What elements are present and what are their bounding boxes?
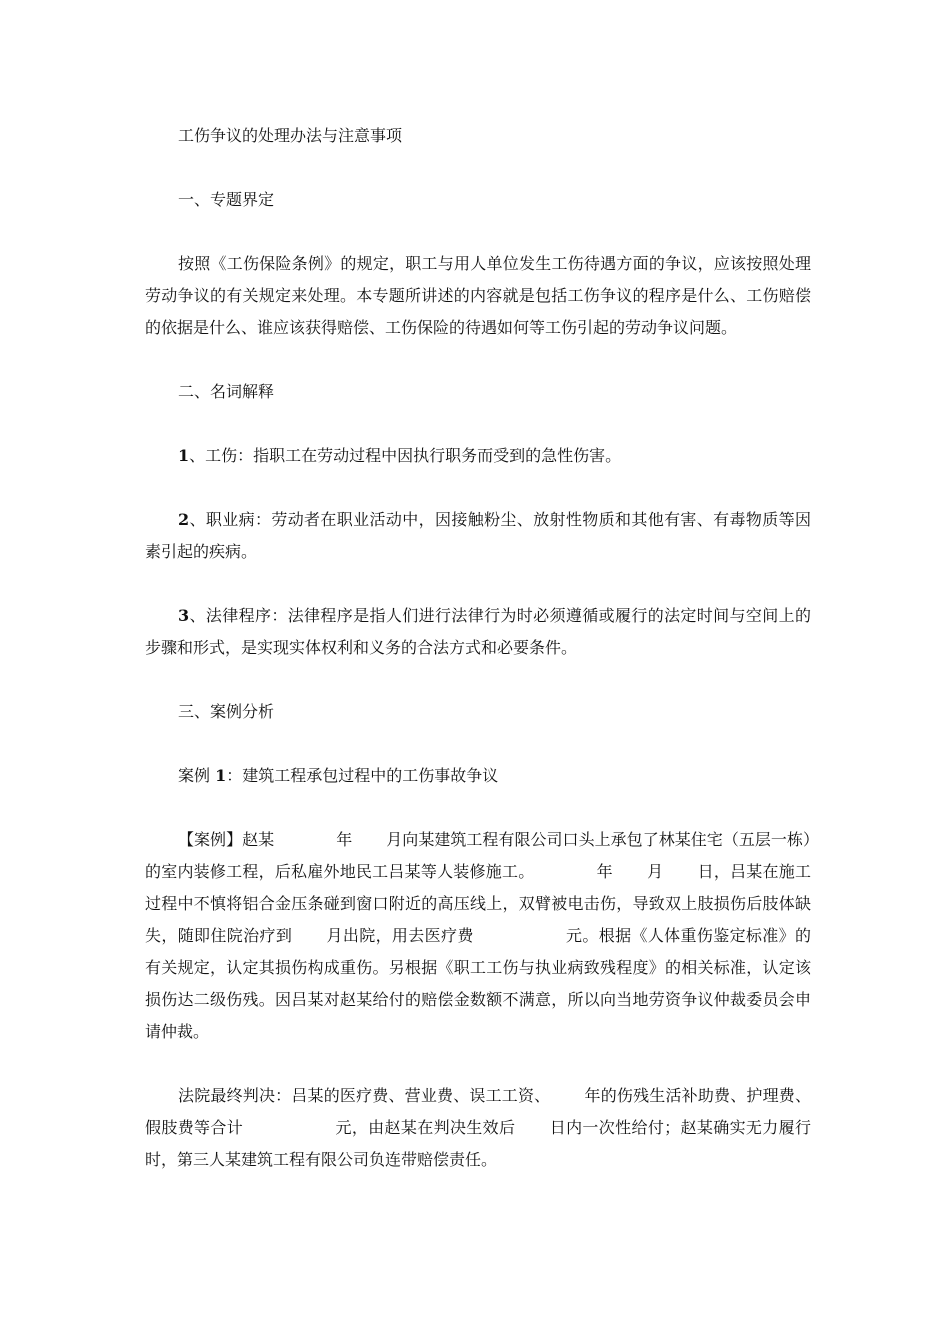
case-paragraph: [145, 824, 811, 1048]
case-text: 月出院，用去医疗费: [326, 926, 474, 945]
case-text: 年: [336, 830, 353, 849]
section-heading-terms: 二、名词解释: [178, 382, 275, 401]
term-item: [145, 440, 811, 472]
term-number: 2: [178, 510, 190, 529]
case-title-number: 1: [215, 766, 227, 785]
verdict-text: 法院最终判决：吕某的医疗费、营业费、误工工资、: [178, 1086, 551, 1105]
case-text: 元。根据《人体重伤鉴定标准》的有关规定，认定其损伤构成重伤。另根据《职工工伤与执业病致残程度》的相关标准，认定该损伤达二级伤残。因吕某对赵某给付的赔偿金数额不满意，所以向当地劳资争议仲裁委员会申请仲裁。: [145, 926, 811, 1041]
term-item: [145, 504, 811, 568]
verdict-text: 日内一次性给付；赵某确实无力履行时，第三人某建筑工程有限公司负连带赔偿责任。: [145, 1118, 811, 1169]
document-page: [145, 120, 811, 1176]
section-heading-definition: 一、专题界定: [178, 190, 275, 209]
term-text: 、职业病：劳动者在职业活动中，因接触粉尘、放射性物质和其他有害、有毒物质等因素引起的疾病。: [145, 510, 811, 561]
case-text: 【案例】赵某: [178, 830, 275, 849]
case-title: [145, 760, 811, 792]
term-item: [145, 600, 811, 664]
definition-paragraph: 按照《工伤保险条例》的规定，职工与用人单位发生工伤待遇方面的争议，应该按照处理劳动争议的有关规定来处理。本专题所讲述的内容就是包括工伤争议的程序是什么、工伤赔偿的依据是什么、谁应该获得赔偿、工伤保险的待遇如何等工伤引起的劳动争议问题。: [145, 254, 811, 337]
section-heading-cases: 三、案例分析: [178, 702, 275, 721]
term-number: 1: [178, 446, 190, 465]
case-title-suffix: ：建筑工程承包过程中的工伤事故争议: [226, 766, 499, 785]
verdict-text: 年的伤残生活补助费、护理费、假肢费等合计: [145, 1086, 811, 1137]
document-title: 工伤争议的处理办法与注意事项: [178, 126, 403, 145]
verdict-text: 元，由赵某在判决生效后: [335, 1118, 516, 1137]
term-number: 3: [178, 606, 190, 625]
case-text: 月向某建筑工程有限公司口头上承包了林某住宅（五层一栋）的室内装修工程，后私雇外地民工吕某等人装修施工。: [145, 830, 811, 881]
case-text: 月: [646, 862, 664, 881]
case-title-prefix: 案例: [178, 766, 216, 785]
case-text: 年: [596, 862, 613, 881]
case-text: 日，吕某在施工过程中不慎将铝合金压条碰到窗口附近的高压线上，双臂被电击伤，导致双上肢损伤后肢体缺失，随即住院治疗到: [145, 862, 811, 945]
verdict-paragraph: [145, 1080, 811, 1176]
term-text: 、工伤：指职工在劳动过程中因执行职务而受到的急性伤害。: [189, 446, 622, 465]
term-text: 、法律程序：法律程序是指人们进行法律行为时必须遵循或履行的法定时间与空间上的步骤和形式，是实现实体权利和义务的合法方式和必要条件。: [145, 606, 811, 657]
